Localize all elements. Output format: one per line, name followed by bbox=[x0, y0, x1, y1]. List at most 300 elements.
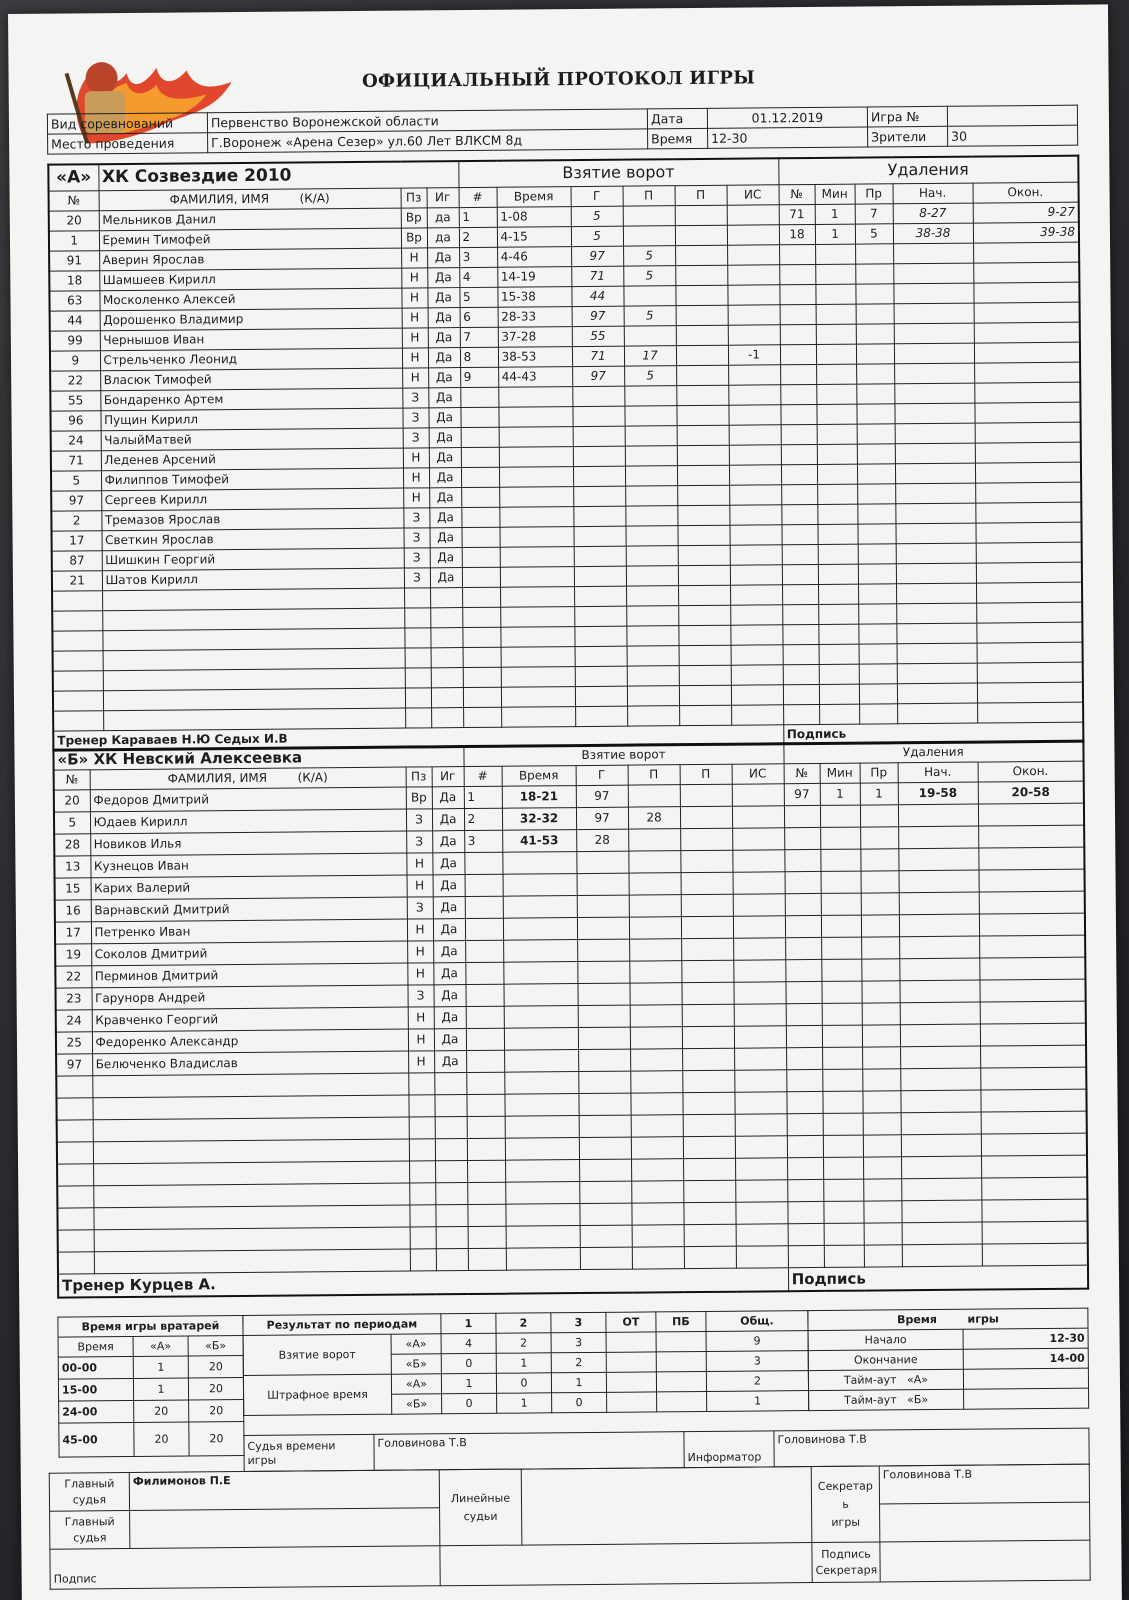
penalty-minutes bbox=[823, 1113, 863, 1135]
penalty-start bbox=[894, 343, 974, 364]
goal-index: 4 bbox=[459, 267, 497, 287]
referees-table bbox=[49, 1464, 1091, 1590]
penalty-player bbox=[785, 915, 821, 937]
player-number: 24 bbox=[51, 430, 101, 450]
player-number bbox=[52, 630, 102, 650]
player-position: Н bbox=[402, 327, 428, 347]
goal-time bbox=[500, 626, 574, 647]
penalty-player bbox=[782, 624, 818, 644]
goal-assist-1 bbox=[624, 405, 676, 425]
penalty-start bbox=[899, 958, 979, 981]
col-name: ФАМИЛИЯ, ИМЯ (К/А) bbox=[99, 188, 401, 211]
player-number: 2 bbox=[51, 510, 101, 530]
goalie-b-value: 20 bbox=[189, 1421, 244, 1455]
goal-index bbox=[468, 1226, 506, 1248]
timeout-a-value bbox=[963, 1368, 1088, 1389]
goal-assist-1 bbox=[626, 625, 678, 645]
player-number: 5 bbox=[54, 811, 90, 833]
date-value: 01.12.2019 bbox=[707, 107, 867, 128]
goal-assist-1 bbox=[626, 605, 678, 625]
goalie-b-value: 20 bbox=[189, 1399, 244, 1421]
penalty-start bbox=[898, 826, 978, 849]
penalty-player bbox=[787, 1113, 823, 1135]
penalty-end bbox=[977, 662, 1083, 683]
penalty-end bbox=[980, 1023, 1086, 1046]
penalty-end bbox=[974, 402, 1080, 423]
penalty-end bbox=[973, 282, 1079, 303]
goals-a-p2: 2 bbox=[496, 1333, 551, 1353]
goal-time: 14-19 bbox=[497, 266, 571, 287]
goal-assist-1 bbox=[625, 425, 677, 445]
goal-index bbox=[461, 427, 499, 447]
penalty-end bbox=[976, 602, 1082, 623]
goal-index: 2 bbox=[464, 808, 502, 830]
goal-situation bbox=[727, 284, 779, 304]
col-ig: Иг bbox=[427, 187, 459, 207]
goal-scorer bbox=[578, 1093, 630, 1115]
player-number bbox=[52, 590, 102, 610]
penalty-start bbox=[900, 1068, 980, 1091]
player-played: Да bbox=[434, 1006, 466, 1028]
player-position bbox=[404, 607, 430, 627]
penalty-reason bbox=[858, 603, 896, 623]
penalty-end bbox=[978, 847, 1084, 870]
goals-a-total: 9 bbox=[706, 1331, 808, 1352]
informer-value: Головинова Т.В bbox=[774, 1428, 1089, 1467]
goal-assist-2 bbox=[681, 916, 733, 938]
penalty-reason bbox=[863, 1134, 901, 1156]
timekeeper-value: Головинова Т.В bbox=[374, 1432, 684, 1471]
goal-scorer bbox=[578, 1027, 630, 1049]
goal-time bbox=[499, 466, 573, 487]
goal-assist-1 bbox=[632, 1224, 684, 1246]
penalty-minutes bbox=[815, 264, 855, 284]
penalty-end bbox=[978, 825, 1084, 848]
penalty-end bbox=[976, 522, 1082, 543]
goal-situation bbox=[730, 524, 782, 544]
player-position bbox=[410, 1248, 436, 1270]
col-no: № bbox=[54, 769, 90, 789]
goal-situation bbox=[729, 504, 781, 524]
player-name: Петренко Иван bbox=[91, 919, 407, 944]
goal-index: 1 bbox=[459, 207, 497, 227]
goal-assist-1 bbox=[630, 1092, 682, 1114]
penalty-player bbox=[780, 304, 816, 324]
goal-assist-2 bbox=[676, 325, 728, 345]
player-position bbox=[404, 627, 430, 647]
penalty-start bbox=[894, 403, 974, 424]
col-min: Мин bbox=[820, 763, 860, 783]
penalty-player bbox=[788, 1245, 824, 1267]
penalty-reason bbox=[860, 826, 898, 848]
col-pz: Пз bbox=[406, 766, 432, 786]
player-position bbox=[409, 1204, 435, 1226]
player-played: Да bbox=[429, 447, 461, 467]
goal-assist-2 bbox=[675, 285, 727, 305]
penalty-end bbox=[982, 1243, 1088, 1266]
penalty-end bbox=[973, 262, 1079, 283]
penalty-reason bbox=[855, 243, 893, 263]
player-name bbox=[94, 1249, 410, 1274]
goal-time bbox=[500, 566, 574, 587]
penalty-start bbox=[894, 383, 974, 404]
player-name: Чернышов Иван bbox=[100, 328, 402, 351]
goal-assist-1 bbox=[631, 1114, 683, 1136]
player-number bbox=[57, 1185, 93, 1207]
goal-time: 1-08 bbox=[497, 206, 571, 227]
player-number: 19 bbox=[55, 943, 91, 965]
penalty-reason bbox=[862, 1024, 900, 1046]
penalty-player bbox=[779, 284, 815, 304]
goal-index: 7 bbox=[460, 327, 498, 347]
pen-b-ot bbox=[607, 1392, 657, 1412]
team-a-table bbox=[47, 155, 1084, 752]
penalty-reason bbox=[857, 503, 895, 523]
penalty-minutes bbox=[822, 1025, 862, 1047]
goal-scorer bbox=[574, 526, 626, 546]
player-played: Да bbox=[428, 347, 460, 367]
goal-index bbox=[466, 1006, 504, 1028]
goal-index bbox=[465, 984, 503, 1006]
document-title: ОФИЦИАЛЬНЫЙ ПРОТОКОЛ ИГРЫ bbox=[361, 67, 756, 92]
penalty-reason bbox=[857, 463, 895, 483]
penalty-player bbox=[786, 1003, 822, 1025]
penalty-end bbox=[976, 542, 1082, 563]
penalty-reason bbox=[855, 283, 893, 303]
player-number bbox=[53, 670, 103, 690]
goalie-time-col-a: «А» bbox=[133, 1336, 188, 1356]
col-pz: Пз bbox=[401, 187, 427, 207]
goal-assist-2 bbox=[683, 1180, 735, 1202]
spectators-value: 30 bbox=[948, 125, 1078, 146]
secretary-signature-value bbox=[880, 1540, 1090, 1582]
goal-situation bbox=[729, 484, 781, 504]
player-number: 97 bbox=[51, 490, 101, 510]
penalty-start bbox=[899, 914, 979, 937]
penalty-start bbox=[899, 892, 979, 915]
player-name bbox=[102, 628, 404, 651]
penalty-end bbox=[981, 1155, 1087, 1178]
player-position: Вр bbox=[406, 786, 432, 808]
penalty-start bbox=[901, 1200, 981, 1223]
goal-assist-1 bbox=[623, 205, 675, 225]
goal-assist-2 bbox=[683, 1114, 735, 1136]
team-b-penalties-title: Удаления bbox=[783, 741, 1083, 764]
goal-scorer bbox=[575, 666, 627, 686]
goal-index: 1 bbox=[464, 786, 502, 808]
game-end-label: Окончание bbox=[808, 1349, 963, 1370]
goal-index bbox=[461, 487, 499, 507]
team-a-name: ХК Созвездие 2010 bbox=[98, 161, 458, 190]
penalty-player bbox=[780, 344, 816, 364]
timeout-a-label: Тайм-аут «А» bbox=[808, 1369, 963, 1390]
penalty-minutes bbox=[816, 404, 856, 424]
goal-time bbox=[502, 851, 576, 874]
goal-assist-1 bbox=[626, 525, 678, 545]
linesmen-label: Линейные судьи bbox=[439, 1469, 522, 1546]
goal-situation bbox=[736, 1223, 788, 1245]
col-p2: П bbox=[680, 764, 732, 784]
goal-index bbox=[467, 1138, 505, 1160]
player-position: Н bbox=[408, 1050, 434, 1072]
player-played: да bbox=[427, 227, 459, 247]
penalty-player bbox=[780, 384, 816, 404]
goal-assist-2 bbox=[675, 225, 727, 245]
penalty-minutes bbox=[824, 1223, 864, 1245]
goal-assist-1 bbox=[623, 285, 675, 305]
col-ig: Иг bbox=[432, 766, 464, 786]
goal-index bbox=[468, 1248, 506, 1270]
goal-assist-2 bbox=[675, 245, 727, 265]
goal-index bbox=[465, 874, 503, 896]
penalty-player bbox=[780, 364, 816, 384]
penalty-player bbox=[782, 604, 818, 624]
goalie-time-col-b: «Б» bbox=[188, 1335, 243, 1355]
goal-scorer bbox=[573, 486, 625, 506]
goal-assist-2 bbox=[682, 1004, 734, 1026]
penalty-reason bbox=[863, 1178, 901, 1200]
goal-scorer: 71 bbox=[572, 346, 624, 366]
goal-scorer: 55 bbox=[572, 326, 624, 346]
penalty-reason bbox=[863, 1090, 901, 1112]
col-pr: Пр bbox=[855, 183, 893, 203]
player-played: Да bbox=[434, 1028, 466, 1050]
penalty-reason bbox=[859, 703, 897, 723]
goal-assist-1: 5 bbox=[623, 245, 675, 265]
penalty-start bbox=[901, 1156, 981, 1179]
penalty-minutes bbox=[818, 544, 858, 564]
penalty-reason bbox=[861, 870, 899, 892]
goal-assist-2 bbox=[682, 1026, 734, 1048]
goal-index: 8 bbox=[460, 347, 498, 367]
player-name: Белюченко Владислав bbox=[92, 1051, 408, 1076]
time-value: 12-30 bbox=[708, 127, 868, 148]
goal-assist-2 bbox=[679, 685, 731, 705]
penalty-reason bbox=[862, 1068, 900, 1090]
goals-b-total: 3 bbox=[706, 1351, 808, 1372]
player-number bbox=[52, 610, 102, 630]
col-start: Нач. bbox=[893, 183, 973, 204]
goal-time: 4-46 bbox=[497, 246, 571, 267]
penalty-reason bbox=[862, 1046, 900, 1068]
goal-assist-2 bbox=[677, 465, 729, 485]
team-b-table bbox=[52, 740, 1089, 1299]
player-position bbox=[409, 1160, 435, 1182]
player-position: З bbox=[402, 407, 428, 427]
penalty-minutes bbox=[818, 564, 858, 584]
goal-assist-2 bbox=[678, 585, 730, 605]
penalty-reason bbox=[863, 1200, 901, 1222]
penalty-end bbox=[979, 891, 1085, 914]
player-number bbox=[53, 690, 103, 710]
goal-assist-2 bbox=[675, 265, 727, 285]
penalty-reason bbox=[858, 583, 896, 603]
goalie-a-value: 1 bbox=[133, 1378, 188, 1400]
penalty-end bbox=[979, 913, 1085, 936]
goal-assist-1 bbox=[629, 982, 681, 1004]
penalty-player bbox=[788, 1223, 824, 1245]
penalty-minutes bbox=[820, 849, 860, 871]
player-position: Н bbox=[408, 1028, 434, 1050]
player-position: Н bbox=[408, 1006, 434, 1028]
penalty-minutes bbox=[821, 871, 861, 893]
penalty-player: 18 bbox=[779, 224, 815, 244]
goal-index bbox=[466, 1072, 504, 1094]
secretary-extra bbox=[880, 1502, 1090, 1542]
player-played: Да bbox=[433, 918, 465, 940]
goals-row-label: Взятие ворот bbox=[243, 1334, 391, 1375]
penalty-minutes bbox=[816, 344, 856, 364]
chief-referee-value: Филимонов П.Е bbox=[129, 1470, 439, 1511]
goal-time: 41-53 bbox=[502, 829, 576, 852]
goal-scorer: 97 bbox=[576, 807, 628, 829]
col-start: Нач. bbox=[898, 762, 978, 783]
game-start-value: 12-30 bbox=[963, 1328, 1088, 1349]
player-position bbox=[409, 1182, 435, 1204]
goal-situation bbox=[728, 324, 780, 344]
player-position: Н bbox=[407, 874, 433, 896]
player-played: Да bbox=[430, 547, 462, 567]
goal-time bbox=[501, 706, 575, 727]
player-played: Да bbox=[428, 307, 460, 327]
player-name: Шатов Кирилл bbox=[102, 568, 404, 591]
player-position bbox=[405, 647, 431, 667]
penalty-player bbox=[786, 981, 822, 1003]
goal-situation bbox=[733, 959, 785, 981]
player-name: Аверин Ярослав bbox=[99, 248, 401, 271]
penalty-player bbox=[783, 704, 819, 724]
goal-scorer: 97 bbox=[572, 366, 624, 386]
goal-situation bbox=[730, 624, 782, 644]
goal-index: 3 bbox=[459, 247, 497, 267]
penalty-end bbox=[974, 382, 1080, 403]
goal-scorer bbox=[575, 686, 627, 706]
goal-assist-1: 28 bbox=[628, 806, 680, 828]
goal-assist-1 bbox=[628, 828, 680, 850]
penalty-end bbox=[981, 1111, 1087, 1134]
player-name: Шишкин Георгий bbox=[102, 548, 404, 571]
penalty-minutes bbox=[820, 827, 860, 849]
player-position bbox=[408, 1072, 434, 1094]
goal-assist-1 bbox=[630, 1004, 682, 1026]
penalty-reason: 1 bbox=[860, 782, 898, 804]
player-name: Юдаев Кирилл bbox=[90, 809, 406, 834]
penalty-reason: 7 bbox=[855, 203, 893, 223]
goalie-b-value: 20 bbox=[188, 1377, 243, 1399]
penalty-minutes bbox=[819, 704, 859, 724]
goal-situation bbox=[733, 937, 785, 959]
player-played bbox=[431, 707, 463, 727]
chief-referee-label-1: Главный судья bbox=[49, 1472, 129, 1511]
penalty-start bbox=[896, 623, 976, 644]
player-name bbox=[93, 1183, 409, 1208]
goal-index bbox=[467, 1182, 505, 1204]
goal-situation bbox=[731, 704, 783, 724]
goal-assist-2 bbox=[680, 806, 732, 828]
player-position: З bbox=[403, 427, 429, 447]
goal-assist-2 bbox=[680, 784, 732, 806]
goalie-time-table bbox=[57, 1315, 244, 1458]
goal-situation bbox=[733, 915, 785, 937]
penalty-player bbox=[783, 684, 819, 704]
penalty-reason bbox=[862, 1002, 900, 1024]
goal-index bbox=[466, 1028, 504, 1050]
goal-index bbox=[462, 527, 500, 547]
player-number: 17 bbox=[52, 530, 102, 550]
player-name: Пущин Кирилл bbox=[100, 408, 402, 431]
player-played: Да bbox=[427, 287, 459, 307]
goal-index bbox=[463, 667, 501, 687]
goal-situation bbox=[735, 1201, 787, 1223]
player-number: 22 bbox=[50, 370, 100, 390]
penalty-minutes bbox=[816, 304, 856, 324]
goals-a-p3: 3 bbox=[551, 1332, 606, 1352]
player-position: Н bbox=[402, 347, 428, 367]
col-pr: Пр bbox=[860, 762, 898, 782]
pen-a-total: 2 bbox=[706, 1371, 808, 1392]
player-number bbox=[53, 650, 103, 670]
goal-time bbox=[500, 526, 574, 547]
goal-scorer bbox=[574, 626, 626, 646]
player-position: Н bbox=[401, 287, 427, 307]
penalty-end bbox=[980, 1045, 1086, 1068]
goal-time bbox=[501, 666, 575, 687]
penalty-end bbox=[975, 422, 1081, 443]
penalty-minutes bbox=[821, 893, 861, 915]
pen-a-label: «А» bbox=[391, 1374, 441, 1394]
player-played: Да bbox=[433, 962, 465, 984]
goal-situation bbox=[730, 544, 782, 564]
penalty-player bbox=[784, 849, 820, 871]
player-name: Мельников Данил bbox=[99, 208, 401, 231]
goal-assist-1 bbox=[623, 225, 675, 245]
penalty-player bbox=[785, 959, 821, 981]
penalty-end bbox=[977, 702, 1083, 723]
player-position: З bbox=[404, 547, 430, 567]
penalty-end bbox=[982, 1221, 1088, 1244]
penalty-player bbox=[785, 871, 821, 893]
game-start-label: Начало bbox=[808, 1329, 963, 1350]
player-name bbox=[102, 588, 404, 611]
goalie-time-title: Время игры вратарей bbox=[58, 1315, 243, 1337]
col-p1: П bbox=[623, 185, 675, 205]
goal-assist-1 bbox=[626, 585, 678, 605]
penalty-end bbox=[979, 869, 1085, 892]
col-g: Г bbox=[571, 186, 623, 206]
penalty-player bbox=[784, 827, 820, 849]
goal-scorer bbox=[573, 506, 625, 526]
goal-time bbox=[501, 686, 575, 707]
player-played: Да bbox=[430, 567, 462, 587]
goal-scorer bbox=[574, 606, 626, 626]
goal-situation bbox=[730, 564, 782, 584]
goal-scorer bbox=[578, 1071, 630, 1093]
player-position: Вр bbox=[401, 227, 427, 247]
penalty-minutes bbox=[816, 384, 856, 404]
goalie-time-value: 15-00 bbox=[58, 1378, 133, 1401]
player-played: Да bbox=[429, 427, 461, 447]
penalty-player bbox=[779, 244, 815, 264]
goal-time bbox=[503, 873, 577, 896]
penalty-player bbox=[783, 644, 819, 664]
goal-situation bbox=[734, 1047, 786, 1069]
goal-situation bbox=[732, 827, 784, 849]
player-number: 20 bbox=[54, 789, 90, 811]
penalty-start bbox=[901, 1178, 981, 1201]
penalty-end: 9-27 bbox=[973, 202, 1079, 223]
goal-scorer bbox=[575, 646, 627, 666]
penalty-reason bbox=[864, 1244, 902, 1266]
